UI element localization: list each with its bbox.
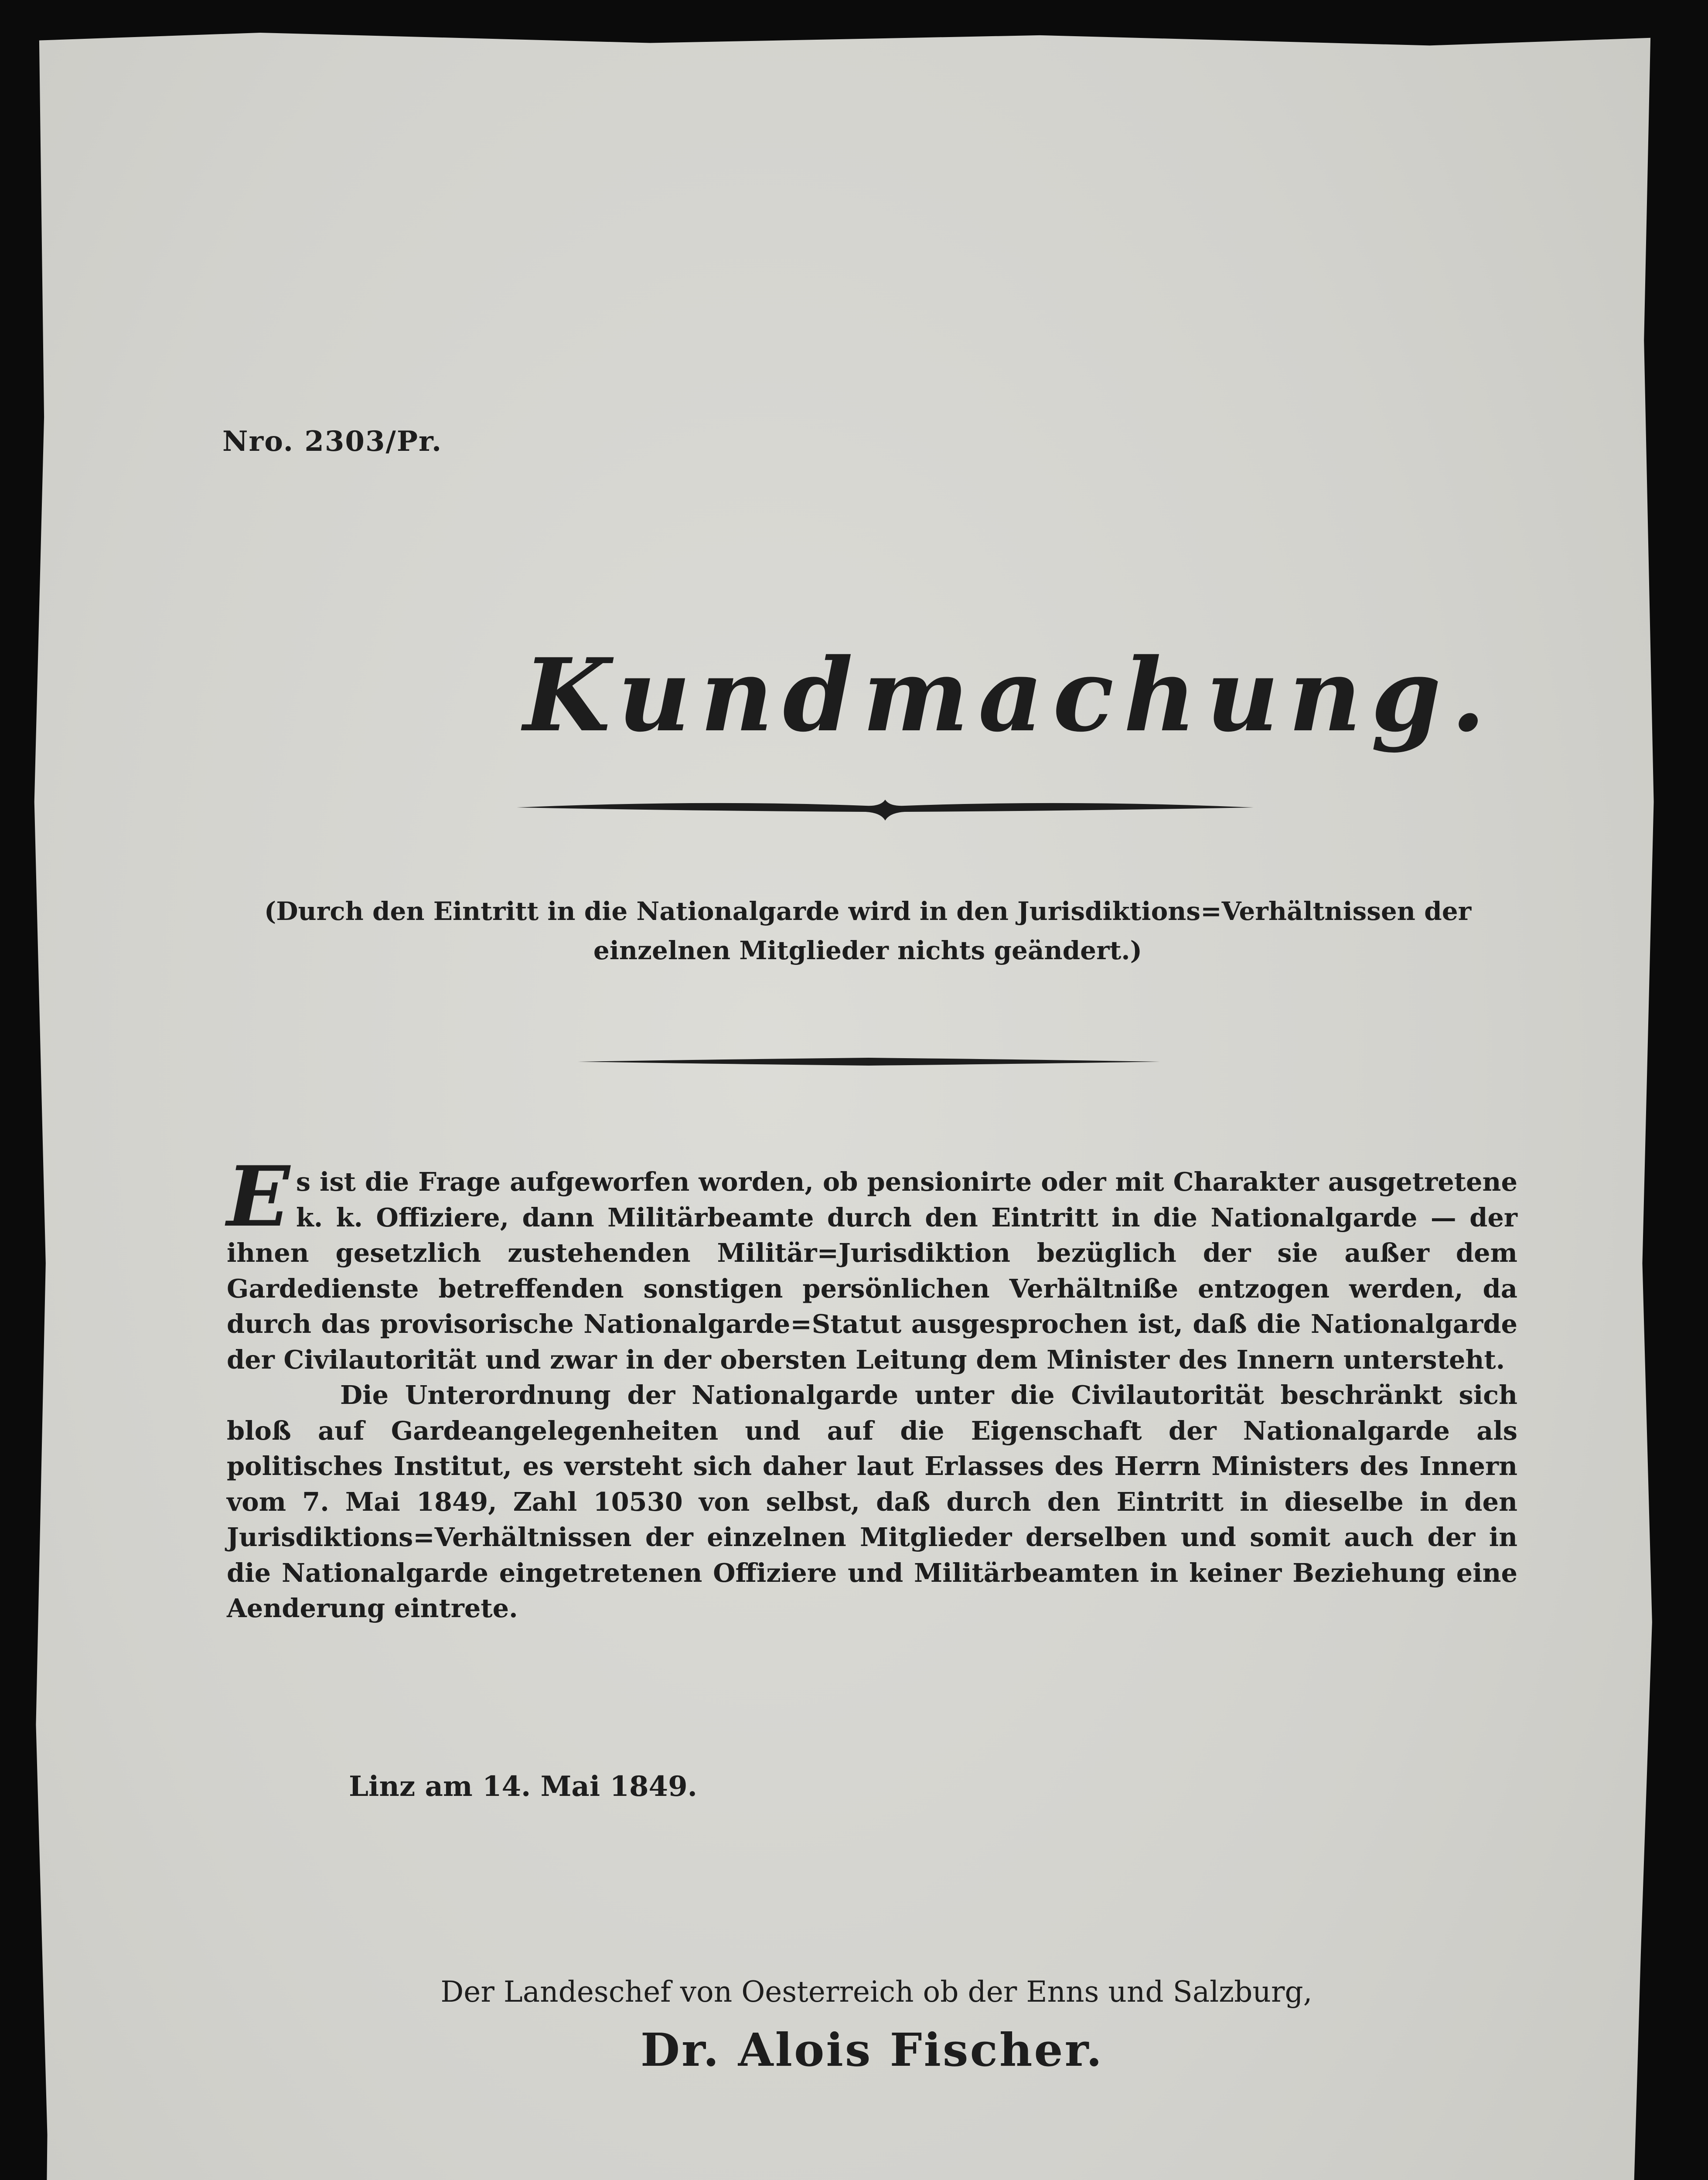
section-divider [578, 1055, 1160, 1068]
paragraph-1 [227, 1148, 1517, 1377]
paper-sheet [33, 33, 1657, 2180]
page-title: Kundmachung. [523, 637, 1496, 754]
body-text [227, 1148, 1517, 1626]
signatory-title: Der Landeschef von Oesterreich ob der Enns und Salzburg, [440, 1975, 1313, 2009]
place-date: Linz am 14. Mai 1849. [349, 1770, 697, 1803]
paragraph-2: Die Unterordnung der Nationalgarde unter die Civilautorität beschränkt sich bloß auf Gardeangelegenheiten und auf die Eigenschaft der Nationalgarde als politisches Institut, es versteht sich daher laut Erlasses des Herrn Ministers des Innern vom 7. Mai 1849, Zahl 10530 von selbst, daß durch den Eintritt in dieselbe in den Jurisdiktions=Verhältnissen der einzelnen Mitglieder derselben und somit auch der in die Nationalgarde eingetretenen Offiziere und Militärbeamten in keiner Beziehung eine Aenderung eintrete. [227, 1380, 1517, 1623]
paragraph-1-text: s ist die Frage aufgeworfen worden, ob pensionirte oder mit Charakter ausgetretene k. k. Offiziere, dann Militärbeamte durch den Eintritt in die Nationalgarde — der ihnen gesetzlich zustehenden Militär=Jurisdiktion bezüglich der sie außer dem Gardedienste betreffenden sonstigen persönlichen Verhältniße entzogen werden, da durch das provisorische Nationalgarde=Statut ausgesprochen ist, daß die Nationalgarde der Civilautorität und zwar in der obersten Leitung dem Minister des Innern untersteht. [227, 1167, 1517, 1375]
subtitle: (Durch den Eintritt in die Nationalgarde wird in den Jurisdiktions=Verhältnissen der einzelnen Mitglieder nichts geändert.) [264, 896, 1472, 965]
drop-cap: E [227, 1148, 290, 1245]
title-underline-ornament [517, 798, 1254, 823]
document-number: Nro. 2303/Pr. [222, 425, 443, 458]
signatory-name: Dr. Alois Fischer. [640, 2023, 1104, 2077]
